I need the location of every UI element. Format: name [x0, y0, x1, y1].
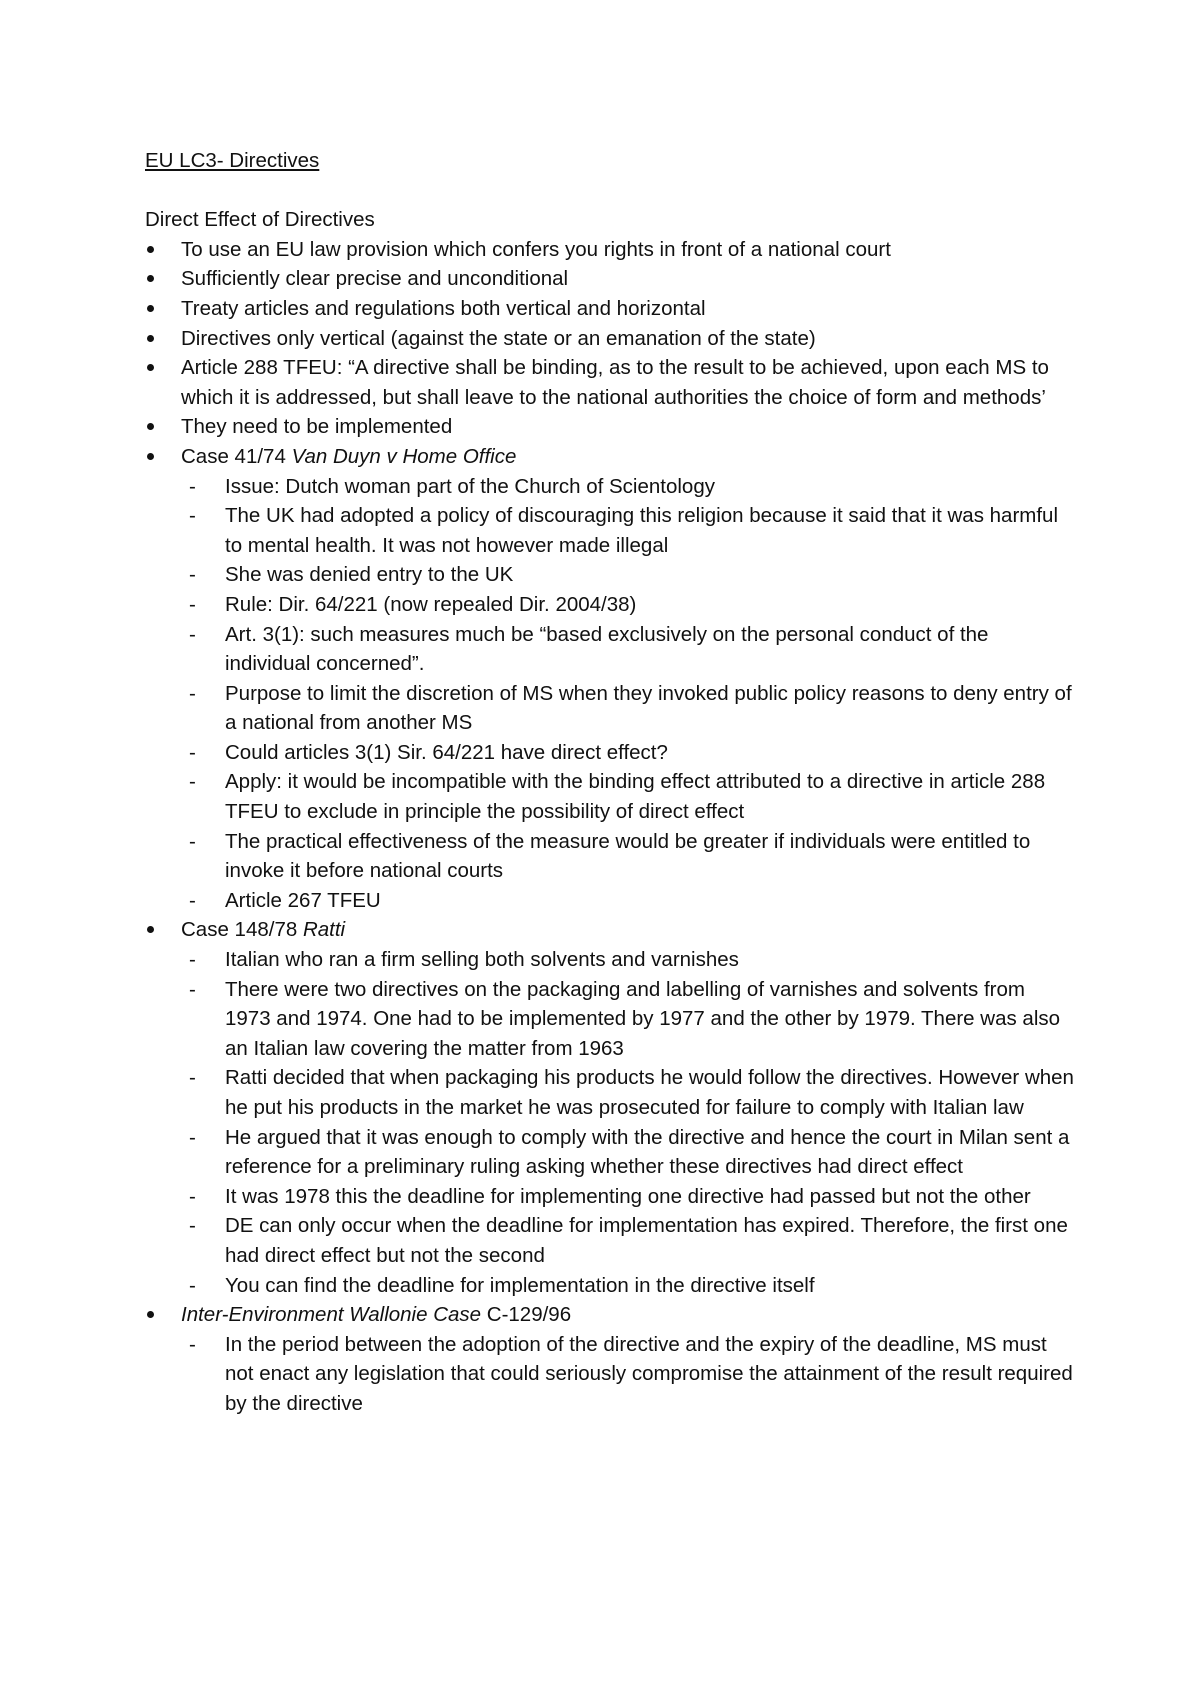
- bullet-item-wallonie: [145, 1300, 1075, 1418]
- case-name: Inter-Environment Wallonie Case: [181, 1303, 482, 1327]
- case-name: Ratti: [302, 918, 346, 942]
- bullet-item-ratti: [145, 915, 1075, 1300]
- dash-item: - Italian who ran a firm selling both solvents and varnishes: [181, 945, 1075, 975]
- dash-item: - She was denied entry to the UK: [181, 560, 1075, 590]
- blank-line: [145, 176, 1075, 206]
- dash-item: - Could articles 3(1) Sir. 64/221 have direct effect?: [181, 738, 1075, 768]
- dash-item: - Article 267 TFEU: [181, 886, 1075, 916]
- dash-item: - There were two directives on the packaging and labelling of varnishes and solvents from 1973 and 1974. One had to be implemented by 1977 and the other by 1979. There was also an Italian law covering the matter from 1963: [181, 975, 1075, 1064]
- dash-item: - Ratti decided that when packaging his products he would follow the directives. However when he put his products in the market he was prosecuted for failure to comply with Italian law: [181, 1063, 1075, 1122]
- case-number: Case 41/74: [181, 444, 292, 468]
- dash-item: - DE can only occur when the deadline for implementation has expired. Therefore, the first one had direct effect but not the second: [181, 1211, 1075, 1270]
- dash-item: - You can find the deadline for implementation in the directive itself: [181, 1271, 1075, 1301]
- bullet-item: Sufficiently clear precise and unconditional: [145, 264, 1075, 294]
- dash-item: - Art. 3(1): such measures much be “based exclusively on the personal conduct of the individual concerned”.: [181, 620, 1075, 679]
- dash-item: - The practical effectiveness of the measure would be greater if individuals were entitled to invoke it before national courts: [181, 827, 1075, 886]
- bullet-item: Article 288 TFEU: “A directive shall be binding, as to the result to be achieved, upon each MS to which it is addressed, but shall leave to the national authorities the choice of form and methods’: [145, 353, 1075, 412]
- bullet-item: To use an EU law provision which confers you rights in front of a national court: [145, 235, 1075, 265]
- dash-item: - It was 1978 this the deadline for implementing one directive had passed but not the other: [181, 1182, 1075, 1212]
- dash-item: - Apply: it would be incompatible with the binding effect attributed to a directive in article 288 TFEU to exclude in principle the possibility of direct effect: [181, 767, 1075, 826]
- case-number: C-129/96: [481, 1303, 572, 1327]
- dash-item: - Rule: Dir. 64/221 (now repealed Dir. 2004/38): [181, 590, 1075, 620]
- dash-item: - Purpose to limit the discretion of MS when they invoked public policy reasons to deny entry of a national from another MS: [181, 679, 1075, 738]
- bullet-item: Treaty articles and regulations both vertical and horizontal: [145, 294, 1075, 324]
- bullet-item-van-duyn: [145, 442, 1075, 916]
- bullet-list: [145, 235, 1075, 1419]
- bullet-item: Directives only vertical (against the state or an emanation of the state): [145, 324, 1075, 354]
- document-title: EU LC3- Directives: [145, 149, 320, 172]
- bullet-item: They need to be implemented: [145, 412, 1075, 442]
- dash-item: - The UK had adopted a policy of discouraging this religion because it said that it was harmful to mental health. It was not however made illegal: [181, 501, 1075, 560]
- wallonie-sublist: [181, 1330, 1075, 1419]
- dash-item: - Issue: Dutch woman part of the Church of Scientology: [181, 472, 1075, 502]
- dash-item: - He argued that it was enough to comply with the directive and hence the court in Milan sent a reference for a preliminary ruling asking whether these directives had direct effect: [181, 1123, 1075, 1182]
- section-heading: Direct Effect of Directives: [145, 208, 375, 232]
- case-number: Case 148/78: [181, 918, 303, 942]
- case-name: Van Duyn v Home Office: [291, 444, 517, 468]
- dash-item: - In the period between the adoption of the directive and the expiry of the deadline, MS must not enact any legislation that could seriously compromise the attainment of the result required by the directive: [181, 1330, 1075, 1419]
- ratti-sublist: [181, 945, 1075, 1300]
- document-page: [145, 146, 1075, 1419]
- van-duyn-sublist: [181, 472, 1075, 916]
